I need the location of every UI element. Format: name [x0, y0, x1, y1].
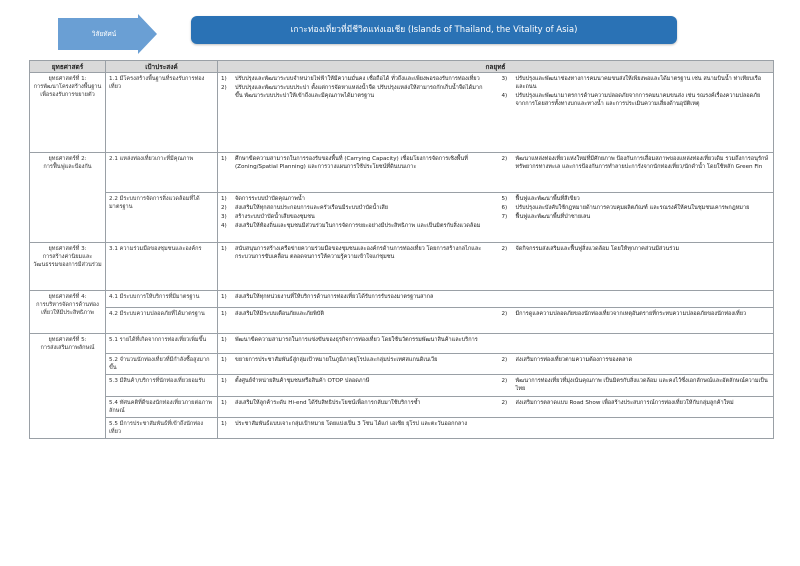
- tactics-column-right: [502, 420, 771, 429]
- goal-cell: 5.5 มีการประชาสัมพันธ์ที่เข้าถึงนักท่องเที่ยว: [106, 418, 218, 439]
- strategy-table: [29, 60, 774, 439]
- tactic-item: [502, 377, 771, 393]
- tactics-column-left: [221, 195, 490, 231]
- tactic-item: [502, 356, 771, 364]
- tactics-cell: [218, 243, 774, 291]
- tactic-text: ปรับปรุงและพัฒนาระบบประปา ตั้งแต่การจัดหาแหล่งน้ำจืด ปรับปรุงแหล่งให้สามารถกักเก็บน้ำจืดได้มากขึ้น พัฒนาระบบประปาให้เข้าถึงและมีคุณภาพได้มาตรฐาน: [235, 85, 483, 99]
- tactic-item: [221, 155, 490, 171]
- column-header-tactics: กลยุทธ์: [218, 61, 774, 73]
- tactic-text: ฟื้นฟูและพัฒนาพื้นที่ป่าชายเลน: [515, 214, 591, 220]
- tactics-column-right: [502, 245, 771, 262]
- tactic-item: [502, 204, 771, 212]
- tactic-number: 1): [221, 378, 227, 384]
- goal-cell: 5.2 จำนวนนักท่องเที่ยวที่มีกำลังซื้อสูงมากขึ้น: [106, 354, 218, 375]
- tactics-column-left: [221, 356, 490, 365]
- tactic-item: [221, 84, 490, 100]
- strategy-cell: ยุทธศาสตร์ที่ 4: การบริหารจัดการด้านท่องเที่ยวให้มีประสิทธิภาพ: [30, 291, 106, 334]
- tactic-number: 1): [221, 156, 227, 162]
- tactics-column-left: [221, 155, 490, 172]
- tactic-item: [502, 155, 771, 171]
- tactic-text: ส่งเสริมการตลาดแบบ Road Show เพื่อสร้างประสบการณ์การท่องเที่ยวให้กับกลุ่มลูกค้าใหม่: [515, 400, 734, 406]
- tactic-text: สนับสนุนการสร้างเครือข่ายความร่วมมือของชุมชนและองค์กรด้านการท่องเที่ยว โดยการสร้างกลไกและกระบวนการขับเคลื่อน ตลอดจนการให้ความรู้ความเข้าใจแก่ชุมชน: [235, 246, 482, 260]
- tactic-number: 2): [501, 246, 508, 252]
- tactic-number: 2): [501, 400, 508, 406]
- tactic-number: 1): [221, 196, 227, 202]
- tactic-text: สร้างระบบบำบัดน้ำเสียของชุมชน: [235, 214, 315, 220]
- table-row: [30, 308, 774, 334]
- tactics-column-left: [221, 336, 490, 345]
- tactics-cell: [218, 334, 774, 354]
- tactics-column-right: [502, 310, 771, 319]
- strategy-cell: ยุทธศาสตร์ที่ 1: การพัฒนาโครงสร้างพื้นฐานเพื่อรองรับการขยายตัว: [30, 73, 106, 153]
- tactic-item: [502, 195, 771, 203]
- tactic-number: 1): [221, 311, 227, 317]
- tactic-item: [502, 399, 771, 407]
- tactic-number: 1): [221, 421, 227, 427]
- tactic-number: 4): [221, 223, 227, 229]
- tactic-item: [502, 310, 771, 318]
- goal-cell: 4.2 มีระบบความปลอดภัยที่ได้มาตรฐาน: [106, 308, 218, 334]
- tactic-number: 1): [221, 294, 227, 300]
- goal-cell: 5.1 รายได้ที่เกิดจากการท่องเที่ยวเพิ่มขึ้น: [106, 334, 218, 354]
- tactics-column-right: [502, 155, 771, 172]
- tactic-text: ส่งเสริมให้มีระบบเตือนภัยและภัยพิบัติ: [235, 311, 324, 317]
- strategy-cell: ยุทธศาสตร์ที่ 2: การฟื้นฟูและป้องกัน: [30, 153, 106, 243]
- tactics-column-left: [221, 399, 490, 408]
- tactic-number: 3): [501, 76, 508, 82]
- table-row: [30, 73, 774, 153]
- tactic-text: ปรับปรุงและพัฒนามาตรการด้านความปลอดภัยจากการคมนาคมขนส่ง เช่น รณรงค์เรื่องความปลอดภัยจากการโดยสารทั้งทางบกและทางน้ำ และการประเมินความเสี่ยงด้านอุบัติเหตุ: [515, 93, 761, 107]
- tactic-item: [221, 377, 490, 385]
- vision-label: วิสัยทัศน์: [91, 30, 117, 38]
- tactic-item: [221, 245, 490, 261]
- tactic-item: [221, 195, 490, 203]
- tactic-text: ส่งเสริมให้ท้องถิ่นและชุมชนมีส่วนร่วมในการจัดการขยะอย่างมีประสิทธิภาพ และเป็นมิตรกับสิ่งแวดล้อม: [235, 223, 481, 229]
- tactics-cell: [218, 354, 774, 375]
- vision-arrow: [58, 14, 158, 54]
- tactics-column-right: [502, 293, 771, 302]
- goal-cell: 5.4 ทัศนคติที่ดีของนักท่องเที่ยวภายต่อภาพลักษณ์: [106, 397, 218, 418]
- tactics-column-right: [502, 75, 771, 109]
- tactic-text: ส่งเสริมให้ลูกค้าระดับ Hi-end ได้รับสิทธิประโยชน์เพื่อการกลับมาใช้บริการซ้ำ: [235, 400, 421, 406]
- tactics-column-left: [221, 75, 490, 109]
- tactic-text: พัฒนาขีดความสามารถในการแข่งขันของธุรกิจการท่องเที่ยว โดยใช้นวัตกรรมพัฒนาสินค้าและบริการ: [235, 337, 478, 343]
- tactic-number: 2): [221, 85, 227, 91]
- tactic-text: ปรับปรุงและบังคับใช้กฎหมายด้านการควบคุมผลิตภัณฑ์ และรณรงค์ให้คนในชุมชนเคารพกฎหมาย: [515, 205, 750, 211]
- tactics-column-right: [502, 195, 771, 231]
- tactic-text: ปรับปรุงและพัฒนาช่องทางการคมนาคมขนส่งให้เพียงพอและได้มาตรฐาน เช่น สนามบินน้ำ ท่าเทียบเรือ และถนน: [515, 76, 762, 90]
- table-row: [30, 334, 774, 354]
- table-row: [30, 418, 774, 439]
- tactics-cell: [218, 375, 774, 397]
- tactics-cell: [218, 193, 774, 243]
- tactic-number: 3): [221, 214, 227, 220]
- tactic-text: มีการดูแลความปลอดภัยของนักท่องเที่ยวจากเหตุอันตรายที่กระทบความปลอดภัยของนักท่องเที่ยว: [515, 311, 747, 317]
- tactic-number: 4): [501, 93, 508, 99]
- tactic-item: [221, 420, 490, 428]
- table-row: [30, 375, 774, 397]
- table-row: [30, 354, 774, 375]
- tactic-item: [221, 399, 490, 407]
- vision-banner: เกาะท่องเที่ยวที่มีชีวิตแห่งเอเชีย (Islands of Thailand, the Vitality of Asia): [191, 16, 677, 44]
- tactics-cell: [218, 291, 774, 308]
- table-row: [30, 193, 774, 243]
- goal-cell: 1.1 มีโครงสร้างพื้นฐานที่รองรับการท่องเที่ยว: [106, 73, 218, 153]
- tactic-text: พัฒนาแหล่งท่องเที่ยวแห่งใหม่ที่มีศักยภาพ ป้องกันการเสื่อมสภาพของแหล่งท่องเที่ยวเดิม รวมถึงการอนุรักษ์ทรัพยากรทางทะเล และการป้องกันการทำลายปะการังจากนักท่องเที่ยว/นักดำน้ำ โดยใช้หลัก Green Fin: [515, 156, 769, 170]
- strategy-cell: ยุทธศาสตร์ที่ 3: การสร้างค่านิยมและวัฒนธรรมของการมีส่วนร่วม: [30, 243, 106, 291]
- tactic-number: 1): [221, 357, 227, 363]
- tactic-text: ส่งเสริมการท่องเที่ยวตามความต้องการของตลาด: [515, 357, 633, 363]
- goal-cell: 2.1 แหล่งท่องเที่ยวเกาะที่มีคุณภาพ: [106, 153, 218, 193]
- tactics-column-left: [221, 310, 490, 319]
- tactic-text: ขยายการประชาสัมพันธ์สู่กลุ่มเป้าหมายในภูมิภาคยุโรปและกลุ่มประเทศสแกนดิเนเวีย: [235, 357, 438, 363]
- tactic-item: [502, 213, 771, 221]
- tactics-column-left: [221, 245, 490, 262]
- column-header-strategy: ยุทธศาสตร์: [30, 61, 106, 73]
- tactic-number: 1): [221, 400, 227, 406]
- tactic-item: [221, 293, 490, 301]
- tactic-item: [502, 75, 771, 91]
- column-header-goal: เป้าประสงค์: [106, 61, 218, 73]
- tactic-item: [221, 336, 490, 344]
- tactic-item: [221, 213, 490, 221]
- tactic-number: 5): [501, 196, 508, 202]
- strategy-cell: ยุทธศาสตร์ที่ 5: การส่งเสริมภาพลักษณ์: [30, 334, 106, 439]
- tactic-text: ประชาสัมพันธ์แบบเจาะกลุ่มเป้าหมาย โดยแบ่งเป็น 3 โซน ได้แก่ เอเชีย ยุโรป และตะวันออกกลาง: [235, 421, 468, 427]
- goal-cell: 2.2 มีระบบการจัดการสิ่งแวดล้อมที่ได้มาตรฐาน: [106, 193, 218, 243]
- tactic-text: พัฒนาการท่องเที่ยวที่มุ่งเน้นคุณภาพ เป็นมิตรกับสิ่งแวดล้อม และคงไว้ซึ่งเอกลักษณ์และอัตลักษณ์ความเป็นไทย: [515, 378, 768, 392]
- tactic-item: [221, 75, 490, 83]
- tactic-number: 7): [501, 214, 508, 220]
- tactics-column-left: [221, 293, 490, 302]
- tactics-column-right: [502, 399, 771, 408]
- tactic-number: 2): [501, 156, 508, 162]
- goal-cell: 4.1 มีระบบการให้บริการที่มีมาตรฐาน: [106, 291, 218, 308]
- tactic-text: ตั้งศูนย์จำหน่ายสินค้าชุมชนหรือสินค้า OTOP ปลอดภาษี: [235, 378, 370, 384]
- tactic-number: 2): [501, 378, 508, 384]
- tactics-cell: [218, 153, 774, 193]
- tactic-item: [221, 204, 490, 212]
- tactics-column-right: [502, 377, 771, 394]
- table-row: [30, 291, 774, 308]
- tactic-text: ปรับปรุงและพัฒนาระบบจำหน่ายไฟฟ้าให้มีความมั่นคง เชื่อถือได้ ทั่วถึงและเพียงพอรองรับการท่องเที่ยว: [235, 76, 480, 82]
- tactics-cell: [218, 418, 774, 439]
- table-row: [30, 243, 774, 291]
- tactic-text: ส่งเสริมให้ทุกหน่วยงานที่ให้บริการด้านการท่องเที่ยวได้รับการรับรองมาตรฐานสากล: [235, 294, 434, 300]
- tactic-number: 6): [501, 205, 508, 211]
- tactic-item: [221, 310, 490, 318]
- table-row: [30, 397, 774, 418]
- tactics-cell: [218, 308, 774, 334]
- table-header-row: [30, 61, 774, 73]
- tactic-text: ส่งเสริมให้ทุกสถานประกอบการและครัวเรือนมีระบบบำบัดน้ำเสีย: [235, 205, 389, 211]
- tactic-number: 2): [221, 205, 227, 211]
- tactic-text: จัดกิจกรรมส่งเสริมและฟื้นฟูสิ่งแวดล้อม โดยให้ทุกภาคส่วนมีส่วนร่วม: [515, 246, 680, 252]
- tactic-number: 2): [501, 357, 508, 363]
- tactic-item: [502, 92, 771, 108]
- tactics-column-right: [502, 336, 771, 345]
- tactic-item: [502, 245, 771, 253]
- tactics-cell: [218, 397, 774, 418]
- tactic-number: 1): [221, 246, 227, 252]
- goal-cell: 5.3 มีสินค้า/บริการที่นักท่องเที่ยวยอมรับ: [106, 375, 218, 397]
- tactics-column-left: [221, 420, 490, 429]
- tactic-text: ศึกษาขีดความสามารถในการรองรับของพื้นที่ (Carrying Capacity) เชื่อมโยงการจัดการเชิงพื้นที่ (Zoning/Spatial Planning) และการวางแผนการใช้ประโยชน์ที่ดินบนเกาะ: [235, 156, 468, 170]
- tactics-column-left: [221, 377, 490, 394]
- goal-cell: 3.1 ความร่วมมือของชุมชนและองค์กร: [106, 243, 218, 291]
- tactic-text: จัดการระบบบำบัดคุณภาพน้ำ: [235, 196, 305, 202]
- tactic-number: 2): [501, 311, 508, 317]
- tactics-cell: [218, 73, 774, 153]
- tactic-number: 1): [221, 76, 227, 82]
- tactic-item: [221, 222, 490, 230]
- table-row: [30, 153, 774, 193]
- tactic-text: ฟื้นฟูและพัฒนาพื้นที่สีเขียว: [515, 196, 580, 202]
- tactic-number: 1): [221, 337, 227, 343]
- tactics-column-right: [502, 356, 771, 365]
- tactic-item: [221, 356, 490, 364]
